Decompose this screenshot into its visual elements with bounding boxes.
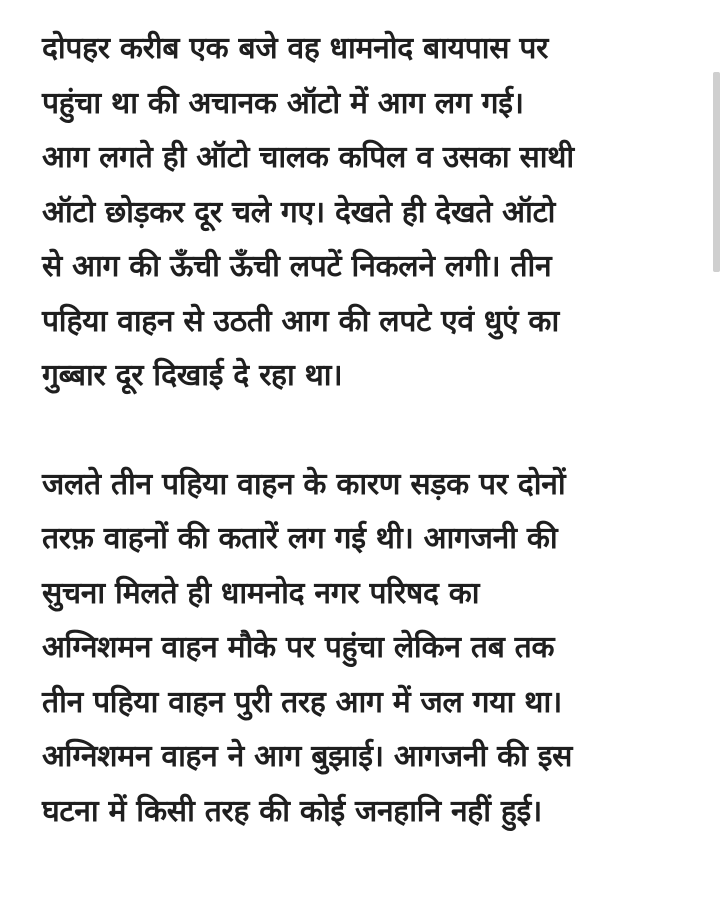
text-line: ऑटो छोड़कर दूर चले गए। देखते ही देखते ऑटो [42, 194, 556, 230]
text-line: जलते तीन पहिया वाहन के कारण सड़क पर दोनों [42, 466, 566, 502]
text-line: से आग की ऊँची ऊँची लपटें निकलने लगी। तीन [42, 249, 552, 284]
text-line: आग लगते ही ऑटो चालक कपिल व उसका साथी [42, 140, 574, 175]
text-line: सुचना मिलते ही धामनोद नगर परिषद का [42, 575, 480, 611]
text-line: दोपहर करीब एक बजे वह धामनोद बायपास पर [42, 31, 549, 66]
text-line: गुब्बार दूर दिखाई दे रहा था। [42, 358, 343, 393]
paragraph-1 [42, 22, 692, 404]
article-body [42, 22, 692, 839]
text-line: पहिया वाहन से उठती आग की लपटे एवं धुएं का [42, 303, 559, 339]
text-line: अग्निशमन वाहन ने आग बुझाई। आगजनी की इस [42, 739, 573, 774]
scrollbar[interactable] [712, 0, 720, 911]
text-line: पहुंचा था की अचानक ऑटो में आग लग गई। [42, 85, 524, 121]
text-line: तीन पहिया वाहन पुरी तरह आग में जल गया था। [42, 684, 562, 720]
text-line: घटना में किसी तरह की कोई जनहानि नहीं हुई। [42, 793, 542, 829]
paragraph-2 [42, 458, 692, 840]
paragraph-spacer [42, 404, 692, 458]
text-line: अग्निशमन वाहन मौके पर पहुंचा लेकिन तब तक [42, 630, 555, 665]
text-line: तरफ़ वाहनों की कतारें लग गई थी। आगजनी की [42, 521, 558, 556]
scrollbar-thumb[interactable] [713, 72, 720, 272]
